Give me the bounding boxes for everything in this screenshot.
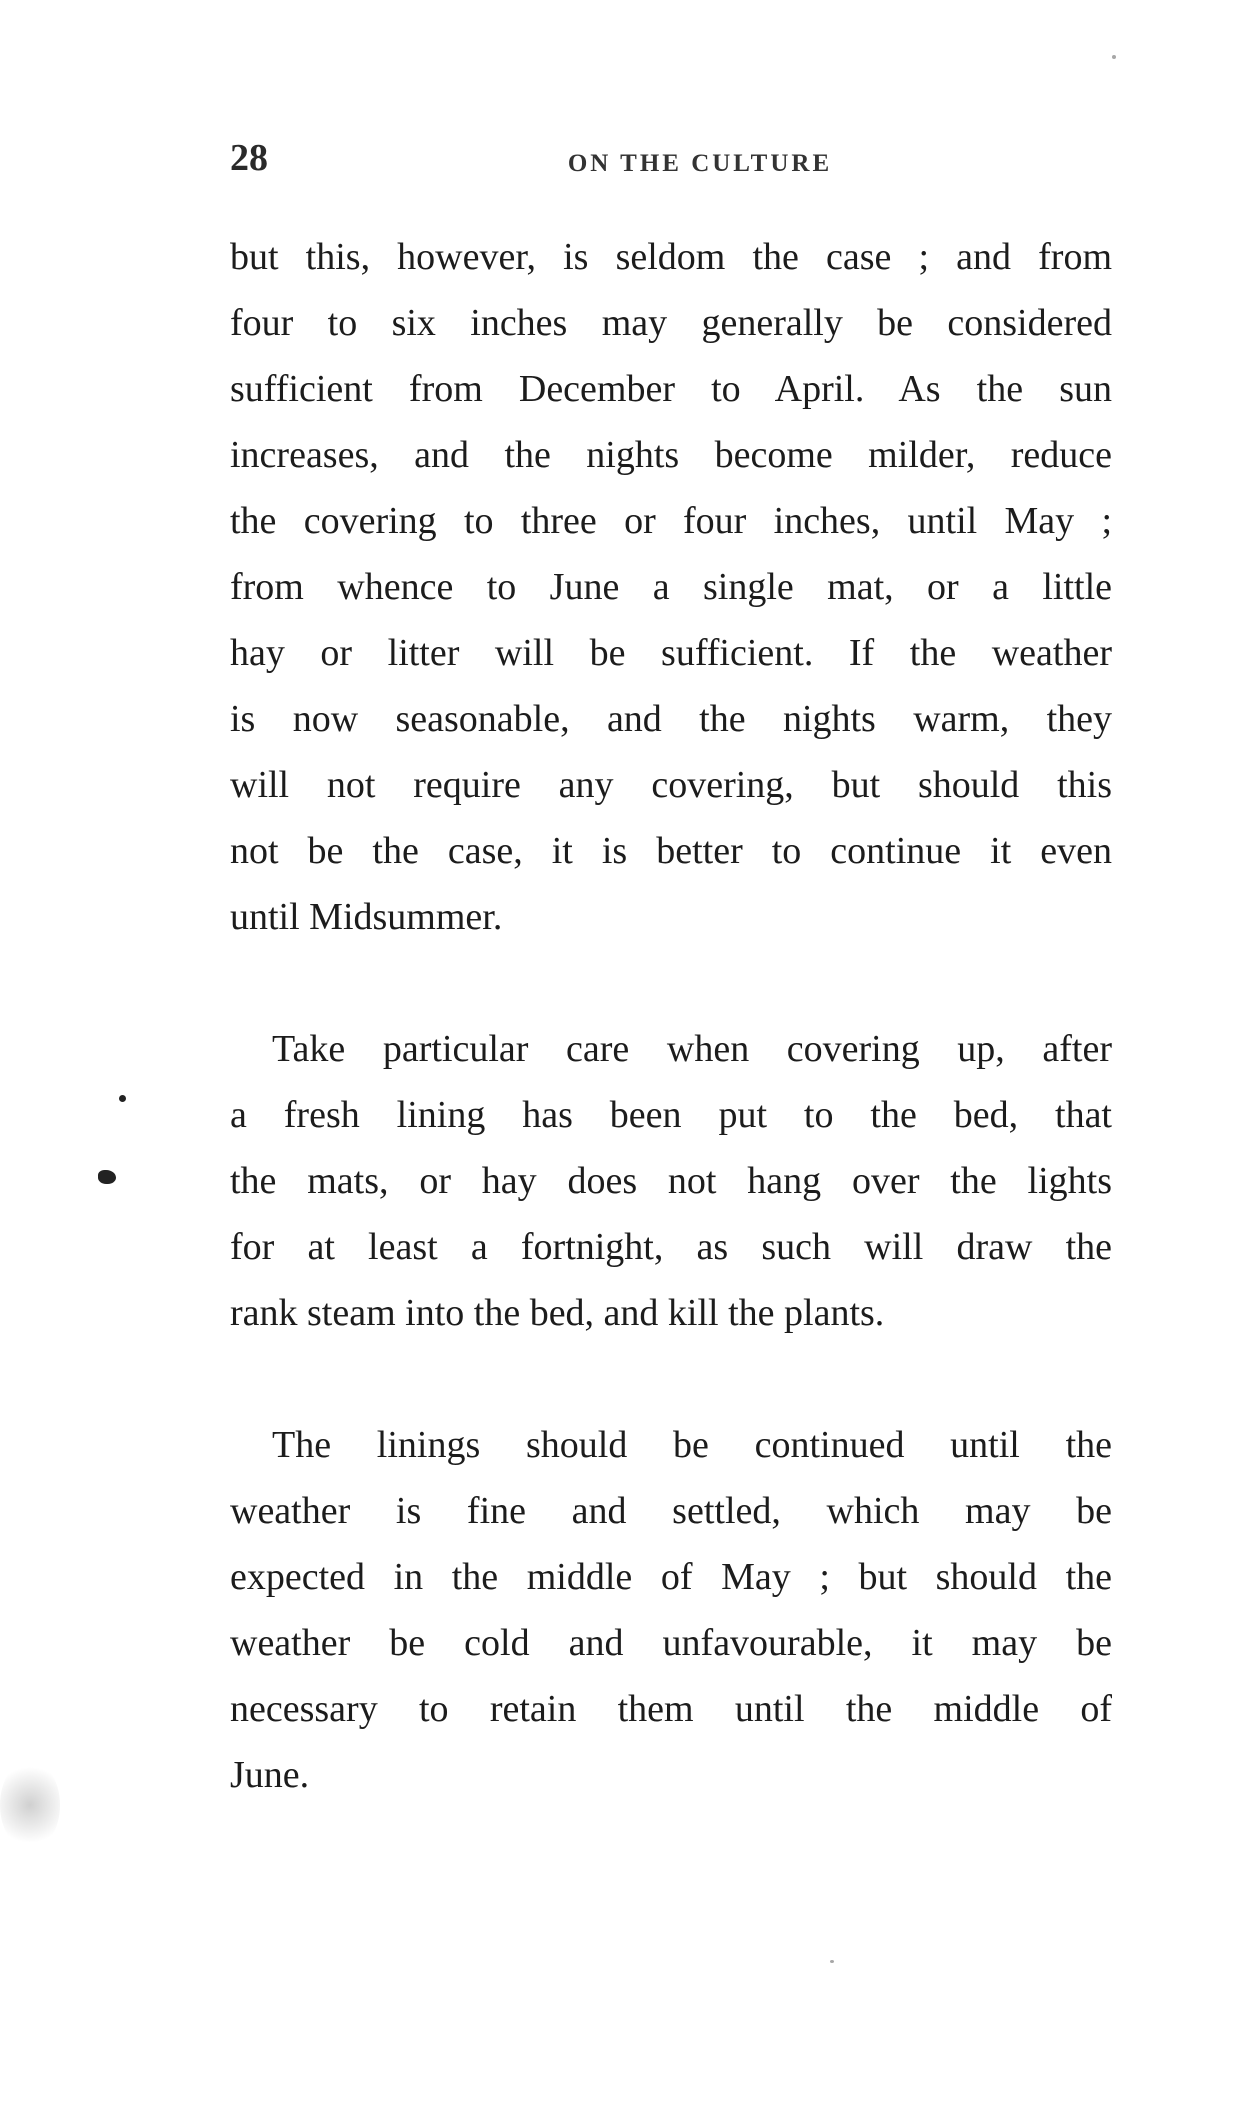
paragraph-3 (230, 1412, 1112, 1808)
body-text (230, 224, 1112, 1808)
paragraph-spacer (230, 950, 1112, 1016)
text-line: will not require any covering, but should this (230, 764, 1112, 806)
paragraph-1 (230, 224, 1112, 950)
text-line: the covering to three or four inches, until May ; (230, 500, 1112, 542)
paragraph-2 (230, 1016, 1112, 1346)
ink-speck (1112, 55, 1116, 59)
text-line: rank steam into the bed, and kill the plants. (230, 1292, 885, 1334)
text-line: not be the case, it is better to continue it even (230, 830, 1112, 872)
paragraph-spacer (230, 1346, 1112, 1412)
text-line: is now seasonable, and the nights warm, they (230, 698, 1112, 740)
text-line: increases, and the nights become milder, reduce (230, 434, 1112, 476)
page-number: 28 (230, 137, 268, 179)
running-title: ON THE CULTURE (567, 150, 833, 177)
text-line: for at least a fortnight, as such will draw the (230, 1226, 1112, 1268)
text-line: hay or litter will be sufficient. If the weather (230, 632, 1112, 674)
text-line: June. (230, 1754, 310, 1796)
running-head (230, 136, 1110, 186)
ink-speck (830, 1960, 834, 1963)
text-line: four to six inches may generally be considered (230, 302, 1112, 344)
text-line: Take particular care when covering up, after (272, 1028, 1112, 1070)
text-line: a fresh lining has been put to the bed, that (230, 1094, 1112, 1136)
text-line: from whence to June a single mat, or a little (230, 566, 1112, 608)
text-line: the mats, or hay does not hang over the lights (230, 1160, 1112, 1202)
text-line: weather is fine and settled, which may be (230, 1490, 1112, 1532)
text-line: but this, however, is seldom the case ; and from (230, 236, 1112, 278)
ink-speck (98, 1170, 116, 1184)
text-line: sufficient from December to April. As the sun (230, 368, 1112, 410)
text-line: necessary to retain them until the middle of (230, 1688, 1112, 1730)
text-line: until Midsummer. (230, 896, 503, 938)
text-line: The linings should be continued until the (272, 1424, 1112, 1466)
text-line: expected in the middle of May ; but should the (230, 1556, 1112, 1598)
ink-speck (119, 1095, 126, 1102)
text-line: weather be cold and unfavourable, it may be (230, 1622, 1112, 1664)
scan-smudge (0, 1760, 60, 1850)
